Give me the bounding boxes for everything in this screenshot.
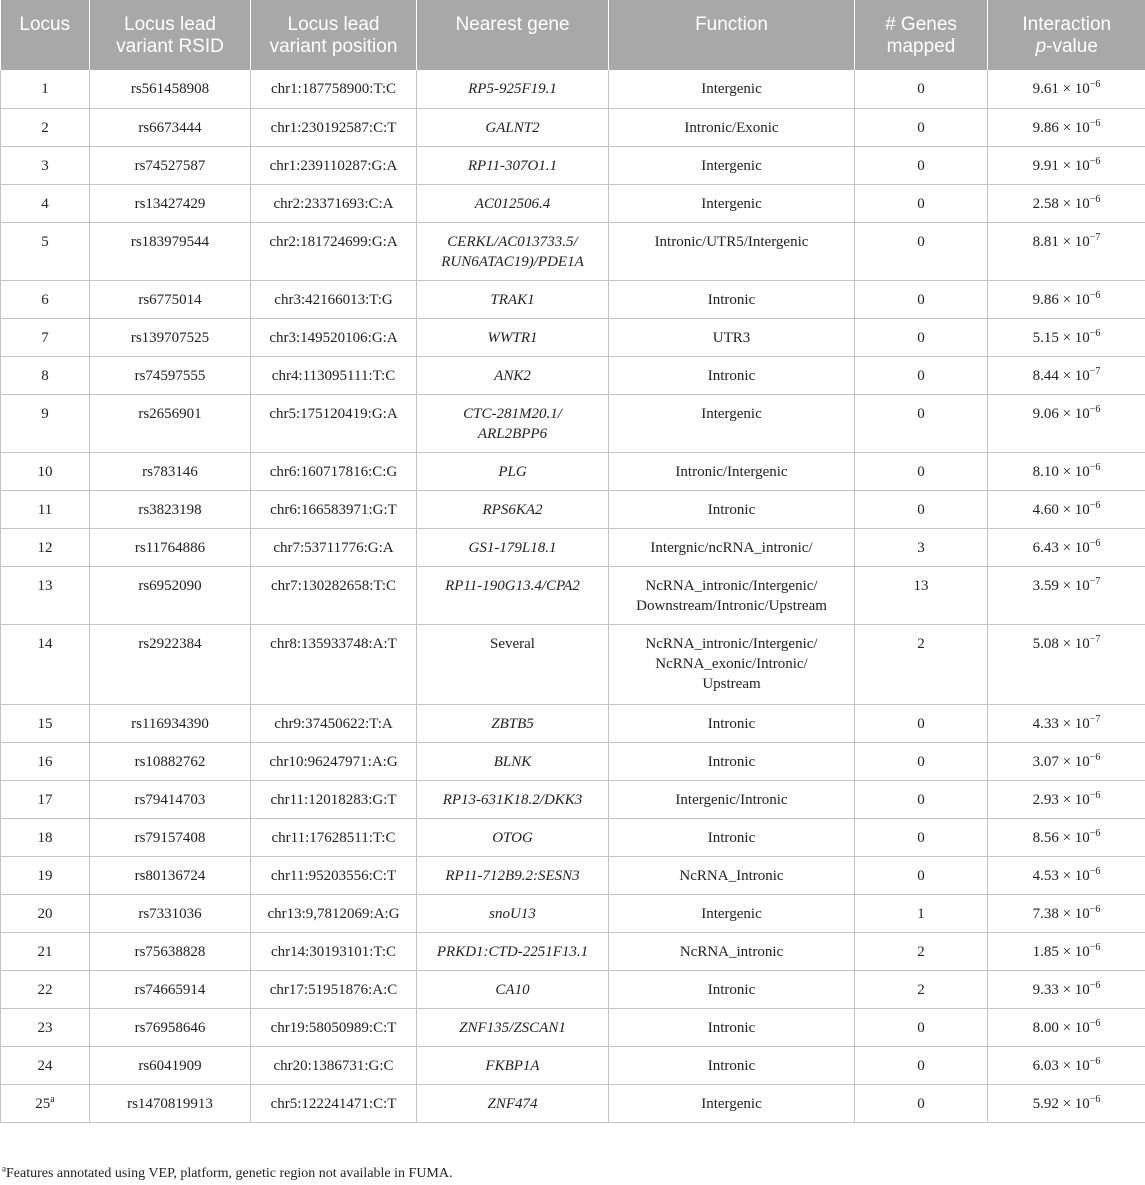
cell-function: Intronic <box>609 970 855 1008</box>
pvalue-mantissa: 4.53 × 10 <box>1032 867 1090 884</box>
cell-locus <box>1 146 90 184</box>
cell-genes-mapped: 0 <box>855 146 988 184</box>
cell-locus <box>1 932 90 970</box>
cell-position: chr3:42166013:T:G <box>251 280 417 318</box>
cell-pvalue <box>988 146 1145 184</box>
table-row <box>1 818 1145 856</box>
locus-number: 2 <box>41 119 49 136</box>
cell-gene: RP11-190G13.4/CPA2 <box>417 566 609 624</box>
cell-gene: ZNF135/ZSCAN1 <box>417 1008 609 1046</box>
cell-rsid: rs2656901 <box>90 394 251 452</box>
cell-genes-mapped: 0 <box>855 704 988 742</box>
header-pvalue-italic: p <box>1035 36 1047 57</box>
cell-genes-mapped: 0 <box>855 280 988 318</box>
table-row <box>1 856 1145 894</box>
table-row <box>1 146 1145 184</box>
table-row <box>1 280 1145 318</box>
cell-pvalue <box>988 70 1145 108</box>
cell-pvalue <box>988 818 1145 856</box>
cell-position: chr3:149520106:G:A <box>251 318 417 356</box>
cell-position: chr7:130282658:T:C <box>251 566 417 624</box>
cell-genes-mapped: 0 <box>855 452 988 490</box>
cell-locus <box>1 780 90 818</box>
cell-pvalue <box>988 394 1145 452</box>
cell-genes-mapped: 0 <box>855 490 988 528</box>
locus-number: 9 <box>41 405 49 422</box>
cell-function: Intergenic <box>609 894 855 932</box>
pvalue-exponent: −7 <box>1089 365 1101 377</box>
cell-genes-mapped: 3 <box>855 528 988 566</box>
header-rsid: Locus lead variant RSID <box>90 0 251 70</box>
pvalue-mantissa: 9.33 × 10 <box>1032 981 1090 998</box>
cell-pvalue <box>988 452 1145 490</box>
cell-position: chr11:17628511:T:C <box>251 818 417 856</box>
locus-number: 8 <box>41 367 49 384</box>
cell-position: chr20:1386731:G:C <box>251 1046 417 1084</box>
cell-function: Intronic <box>609 356 855 394</box>
pvalue-exponent: −6 <box>1089 789 1101 801</box>
cell-gene: RP11-712B9.2:SESN3 <box>417 856 609 894</box>
cell-rsid: rs79157408 <box>90 818 251 856</box>
cell-gene: PLG <box>417 452 609 490</box>
cell-genes-mapped: 0 <box>855 856 988 894</box>
cell-function: NcRNA_Intronic <box>609 856 855 894</box>
cell-pvalue <box>988 932 1145 970</box>
pvalue-mantissa: 9.86 × 10 <box>1032 291 1090 308</box>
cell-position: chr17:51951876:A:C <box>251 970 417 1008</box>
cell-genes-mapped: 0 <box>855 184 988 222</box>
cell-genes-mapped: 0 <box>855 1084 988 1122</box>
locus-number: 16 <box>37 753 53 770</box>
cell-locus <box>1 222 90 280</box>
cell-gene: ANK2 <box>417 356 609 394</box>
locus-number: 20 <box>37 905 53 922</box>
cell-pvalue <box>988 1084 1145 1122</box>
pvalue-exponent: −6 <box>1089 941 1101 953</box>
cell-rsid: rs561458908 <box>90 70 251 108</box>
cell-gene: snoU13 <box>417 894 609 932</box>
cell-gene: WWTR1 <box>417 318 609 356</box>
pvalue-mantissa: 4.33 × 10 <box>1032 715 1090 732</box>
pvalue-mantissa: 3.07 × 10 <box>1032 753 1090 770</box>
cell-function: NcRNA_intronic <box>609 932 855 970</box>
cell-locus <box>1 624 90 704</box>
cell-rsid: rs80136724 <box>90 856 251 894</box>
cell-gene: CA10 <box>417 970 609 1008</box>
cell-pvalue <box>988 970 1145 1008</box>
pvalue-mantissa: 8.56 × 10 <box>1032 829 1090 846</box>
pvalue-exponent: −6 <box>1089 461 1101 473</box>
cell-genes-mapped: 2 <box>855 932 988 970</box>
cell-genes-mapped: 0 <box>855 1008 988 1046</box>
pvalue-exponent: −6 <box>1089 1093 1101 1105</box>
cell-function: Intronic/UTR5/Intergenic <box>609 222 855 280</box>
cell-position: chr7:53711776:G:A <box>251 528 417 566</box>
table-row <box>1 566 1145 624</box>
table-header <box>1 0 1145 70</box>
cell-locus <box>1 452 90 490</box>
pvalue-mantissa: 6.03 × 10 <box>1032 1057 1090 1074</box>
cell-gene: AC012506.4 <box>417 184 609 222</box>
footnote <box>2 1163 453 1182</box>
pvalue-exponent: −6 <box>1089 979 1101 991</box>
cell-locus <box>1 356 90 394</box>
table-row <box>1 452 1145 490</box>
cell-rsid: rs6041909 <box>90 1046 251 1084</box>
cell-gene: ZNF474 <box>417 1084 609 1122</box>
pvalue-mantissa: 4.60 × 10 <box>1032 501 1090 518</box>
cell-pvalue <box>988 1008 1145 1046</box>
pvalue-mantissa: 9.61 × 10 <box>1032 81 1090 97</box>
header-gene: Nearest gene <box>417 0 609 70</box>
table-row <box>1 356 1145 394</box>
cell-pvalue <box>988 356 1145 394</box>
cell-pvalue <box>988 184 1145 222</box>
pvalue-exponent: −6 <box>1089 499 1101 511</box>
locus-number: 1 <box>41 81 49 97</box>
footnote-text: Features annotated using VEP, platform, genetic region not available in FUMA. <box>6 1166 453 1181</box>
cell-pvalue <box>988 894 1145 932</box>
cell-gene: OTOG <box>417 818 609 856</box>
cell-pvalue <box>988 566 1145 624</box>
cell-gene: RP5-925F19.1 <box>417 70 609 108</box>
pvalue-mantissa: 5.15 × 10 <box>1032 329 1090 346</box>
pvalue-mantissa: 8.81 × 10 <box>1032 233 1090 250</box>
table-row <box>1 394 1145 452</box>
pvalue-mantissa: 1.85 × 10 <box>1032 943 1090 960</box>
table-row <box>1 528 1145 566</box>
cell-position: chr2:181724699:G:A <box>251 222 417 280</box>
cell-pvalue <box>988 280 1145 318</box>
cell-gene: RP11-307O1.1 <box>417 146 609 184</box>
cell-rsid: rs183979544 <box>90 222 251 280</box>
header-row <box>1 0 1145 70</box>
cell-genes-mapped: 0 <box>855 318 988 356</box>
cell-rsid: rs11764886 <box>90 528 251 566</box>
cell-function: Intronic/Exonic <box>609 108 855 146</box>
table-row <box>1 704 1145 742</box>
cell-function: Intronic <box>609 1008 855 1046</box>
cell-gene: Several <box>417 624 609 704</box>
cell-position: chr10:96247971:A:G <box>251 742 417 780</box>
cell-locus <box>1 894 90 932</box>
cell-rsid: rs10882762 <box>90 742 251 780</box>
pvalue-mantissa: 7.38 × 10 <box>1032 905 1090 922</box>
pvalue-exponent: −6 <box>1089 903 1101 915</box>
locus-number: 22 <box>37 981 53 998</box>
pvalue-exponent: −7 <box>1089 713 1101 725</box>
cell-function: NcRNA_intronic/Intergenic/ Downstream/Intronic/Upstream <box>609 566 855 624</box>
locus-number: 15 <box>37 715 53 732</box>
cell-gene: RPS6KA2 <box>417 490 609 528</box>
table-row <box>1 624 1145 704</box>
header-pvalue <box>988 0 1145 70</box>
locus-number: 21 <box>37 943 53 960</box>
pvalue-exponent: −7 <box>1089 575 1101 587</box>
cell-rsid: rs6952090 <box>90 566 251 624</box>
pvalue-mantissa: 8.10 × 10 <box>1032 463 1090 480</box>
locus-number: 5 <box>41 233 49 250</box>
cell-rsid: rs74527587 <box>90 146 251 184</box>
cell-genes-mapped: 0 <box>855 818 988 856</box>
locus-number: 11 <box>37 501 53 518</box>
cell-genes-mapped: 13 <box>855 566 988 624</box>
cell-locus <box>1 566 90 624</box>
cell-locus <box>1 108 90 146</box>
cell-locus <box>1 490 90 528</box>
cell-gene: GS1-179L18.1 <box>417 528 609 566</box>
cell-locus <box>1 704 90 742</box>
locus-number: 13 <box>37 577 53 594</box>
pvalue-exponent: −6 <box>1089 327 1101 339</box>
pvalue-mantissa: 2.58 × 10 <box>1032 195 1090 212</box>
locus-number: 6 <box>41 291 49 308</box>
cell-genes-mapped: 0 <box>855 742 988 780</box>
header-function: Function <box>609 0 855 70</box>
locus-number: 7 <box>41 329 49 346</box>
pvalue-mantissa: 3.59 × 10 <box>1032 577 1090 594</box>
cell-locus <box>1 394 90 452</box>
cell-rsid: rs13427429 <box>90 184 251 222</box>
cell-rsid: rs76958646 <box>90 1008 251 1046</box>
pvalue-exponent: −6 <box>1089 117 1101 129</box>
locus-number: 17 <box>37 791 53 808</box>
pvalue-exponent: −6 <box>1089 865 1101 877</box>
table-row <box>1 490 1145 528</box>
cell-locus <box>1 1084 90 1122</box>
cell-gene: RP13-631K18.2/DKK3 <box>417 780 609 818</box>
table-row <box>1 184 1145 222</box>
cell-function: Intergenic <box>609 394 855 452</box>
cell-function: Intronic <box>609 490 855 528</box>
cell-genes-mapped: 0 <box>855 108 988 146</box>
cell-rsid: rs7331036 <box>90 894 251 932</box>
cell-gene: FKBP1A <box>417 1046 609 1084</box>
pvalue-mantissa: 9.86 × 10 <box>1032 119 1090 136</box>
cell-locus <box>1 280 90 318</box>
cell-pvalue <box>988 490 1145 528</box>
cell-locus <box>1 1046 90 1084</box>
pvalue-mantissa: 5.92 × 10 <box>1032 1095 1090 1112</box>
cell-locus <box>1 856 90 894</box>
cell-rsid: rs79414703 <box>90 780 251 818</box>
locus-number: 10 <box>37 463 53 480</box>
cell-genes-mapped: 0 <box>855 394 988 452</box>
cell-position: chr2:23371693:C:A <box>251 184 417 222</box>
cell-function: NcRNA_intronic/Intergenic/ NcRNA_exonic/Intronic/ Upstream <box>609 624 855 704</box>
header-genes-mapped: # Genes mapped <box>855 0 988 70</box>
locus-number: 18 <box>37 829 53 846</box>
locus-number: 14 <box>37 635 53 652</box>
cell-locus <box>1 1008 90 1046</box>
pvalue-exponent: −6 <box>1089 827 1101 839</box>
cell-pvalue <box>988 704 1145 742</box>
locus-footnote-mark: a <box>50 1093 55 1105</box>
cell-pvalue <box>988 742 1145 780</box>
pvalue-exponent: −6 <box>1089 751 1101 763</box>
cell-pvalue <box>988 1046 1145 1084</box>
pvalue-exponent: −6 <box>1089 537 1101 549</box>
pvalue-exponent: −7 <box>1089 231 1101 243</box>
cell-function: Intergnic/ncRNA_intronic/ <box>609 528 855 566</box>
cell-genes-mapped: 0 <box>855 780 988 818</box>
cell-position: chr6:160717816:C:G <box>251 452 417 490</box>
header-locus: Locus <box>1 0 90 70</box>
table-row <box>1 894 1145 932</box>
cell-position: chr8:135933748:A:T <box>251 624 417 704</box>
table-row <box>1 70 1145 108</box>
cell-function: Intronic <box>609 280 855 318</box>
pvalue-mantissa: 5.08 × 10 <box>1032 635 1090 652</box>
cell-position: chr9:37450622:T:A <box>251 704 417 742</box>
cell-position: chr6:166583971:G:T <box>251 490 417 528</box>
pvalue-exponent: −6 <box>1089 403 1101 415</box>
locus-number: 19 <box>37 867 53 884</box>
locus-number: 12 <box>37 539 53 556</box>
pvalue-exponent: −6 <box>1089 155 1101 167</box>
cell-genes-mapped: 0 <box>855 70 988 108</box>
cell-function: Intronic <box>609 742 855 780</box>
cell-pvalue <box>988 780 1145 818</box>
header-position: Locus lead variant position <box>251 0 417 70</box>
pvalue-exponent: −6 <box>1089 79 1101 90</box>
locus-number: 23 <box>37 1019 53 1036</box>
footnote-mark: a <box>2 1163 6 1174</box>
cell-pvalue <box>988 856 1145 894</box>
cell-function: Intronic <box>609 704 855 742</box>
cell-function: Intronic <box>609 1046 855 1084</box>
cell-position: chr1:230192587:C:T <box>251 108 417 146</box>
cell-position: chr5:175120419:G:A <box>251 394 417 452</box>
table-row <box>1 932 1145 970</box>
cell-gene: ZBTB5 <box>417 704 609 742</box>
table-row <box>1 1046 1145 1084</box>
cell-position: chr11:12018283:G:T <box>251 780 417 818</box>
cell-gene: GALNT2 <box>417 108 609 146</box>
header-pvalue-prefix: Interaction <box>1022 14 1112 35</box>
cell-position: chr4:113095111:T:C <box>251 356 417 394</box>
cell-pvalue <box>988 222 1145 280</box>
cell-rsid: rs75638828 <box>90 932 251 970</box>
pvalue-mantissa: 8.00 × 10 <box>1032 1019 1090 1036</box>
pvalue-mantissa: 8.44 × 10 <box>1032 367 1090 384</box>
cell-rsid: rs1470819913 <box>90 1084 251 1122</box>
cell-rsid: rs6673444 <box>90 108 251 146</box>
cell-position: chr19:58050989:C:T <box>251 1008 417 1046</box>
cell-genes-mapped: 2 <box>855 624 988 704</box>
cell-rsid: rs139707525 <box>90 318 251 356</box>
pvalue-mantissa: 9.91 × 10 <box>1032 157 1090 174</box>
table-row <box>1 970 1145 1008</box>
cell-position: chr11:95203556:C:T <box>251 856 417 894</box>
cell-function: Intronic <box>609 818 855 856</box>
cell-rsid: rs6775014 <box>90 280 251 318</box>
table-row <box>1 742 1145 780</box>
cell-pvalue <box>988 318 1145 356</box>
cell-locus <box>1 742 90 780</box>
cell-function: Intergenic <box>609 1084 855 1122</box>
cell-locus <box>1 70 90 108</box>
cell-locus <box>1 318 90 356</box>
table-row <box>1 222 1145 280</box>
table-row <box>1 1008 1145 1046</box>
table-row <box>1 108 1145 146</box>
cell-function: Intergenic/Intronic <box>609 780 855 818</box>
cell-position: chr5:122241471:C:T <box>251 1084 417 1122</box>
cell-genes-mapped: 1 <box>855 894 988 932</box>
cell-pvalue <box>988 528 1145 566</box>
cell-genes-mapped: 0 <box>855 222 988 280</box>
table-body <box>1 70 1145 1122</box>
locus-number: 24 <box>37 1057 53 1074</box>
cell-position: chr1:239110287:G:A <box>251 146 417 184</box>
cell-gene: CERKL/AC013733.5/ RUN6ATAC19)/PDE1A <box>417 222 609 280</box>
cell-gene: TRAK1 <box>417 280 609 318</box>
cell-pvalue <box>988 624 1145 704</box>
cell-locus <box>1 184 90 222</box>
pvalue-exponent: −6 <box>1089 1017 1101 1029</box>
table-row <box>1 318 1145 356</box>
header-pvalue-suffix: -value <box>1046 36 1098 57</box>
pvalue-mantissa: 2.93 × 10 <box>1032 791 1090 808</box>
cell-rsid: rs783146 <box>90 452 251 490</box>
locus-number: 3 <box>41 157 49 174</box>
cell-genes-mapped: 0 <box>855 356 988 394</box>
cell-locus <box>1 970 90 1008</box>
cell-gene: CTC-281M20.1/ ARL2BPP6 <box>417 394 609 452</box>
cell-rsid: rs2922384 <box>90 624 251 704</box>
cell-function: Intronic/Intergenic <box>609 452 855 490</box>
cell-gene: BLNK <box>417 742 609 780</box>
cell-locus <box>1 528 90 566</box>
cell-function: Intergenic <box>609 184 855 222</box>
cell-rsid: rs74665914 <box>90 970 251 1008</box>
cell-function: UTR3 <box>609 318 855 356</box>
pvalue-exponent: −6 <box>1089 1055 1101 1067</box>
pvalue-mantissa: 6.43 × 10 <box>1032 539 1090 556</box>
locus-number: 25 <box>35 1095 51 1112</box>
cell-genes-mapped: 0 <box>855 1046 988 1084</box>
cell-position: chr1:187758900:T:C <box>251 70 417 108</box>
cell-rsid: rs74597555 <box>90 356 251 394</box>
cell-position: chr13:9,7812069:A:G <box>251 894 417 932</box>
cell-function: Intergenic <box>609 70 855 108</box>
pvalue-exponent: −6 <box>1089 193 1101 205</box>
cell-locus <box>1 818 90 856</box>
cell-position: chr14:30193101:T:C <box>251 932 417 970</box>
table-row <box>1 780 1145 818</box>
pvalue-mantissa: 9.06 × 10 <box>1032 405 1090 422</box>
cell-rsid: rs3823198 <box>90 490 251 528</box>
cell-pvalue <box>988 108 1145 146</box>
cell-genes-mapped: 2 <box>855 970 988 1008</box>
cell-gene: PRKD1:CTD-2251F13.1 <box>417 932 609 970</box>
pvalue-exponent: −6 <box>1089 289 1101 301</box>
table-row <box>1 1084 1145 1122</box>
cell-rsid: rs116934390 <box>90 704 251 742</box>
locus-number: 4 <box>41 195 49 212</box>
pvalue-exponent: −7 <box>1089 633 1101 645</box>
cell-function: Intergenic <box>609 146 855 184</box>
